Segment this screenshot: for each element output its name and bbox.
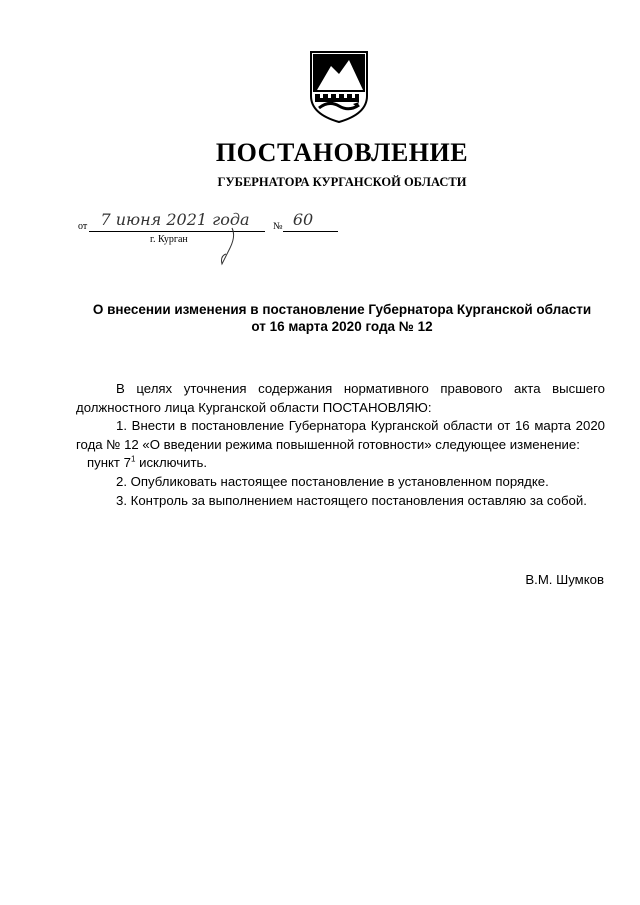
paragraph-item-3: 3. Контроль за выполнением настоящего постановления оставляю за собой. bbox=[116, 492, 587, 508]
heading-line-2: от 16 марта 2020 года № 12 bbox=[251, 319, 433, 334]
handwritten-date: 7 июня 2021 года bbox=[100, 210, 250, 229]
change-text: пункт 7 bbox=[87, 455, 131, 471]
date-prefix: от bbox=[78, 221, 88, 232]
coat-of-arms-icon bbox=[305, 48, 373, 124]
document-heading bbox=[60, 301, 624, 335]
handwritten-stroke bbox=[218, 226, 238, 266]
handwritten-number: 60 bbox=[292, 210, 314, 229]
paragraph-item-1: 1. Внести в постановление Губернатора Курганской области от 16 марта 2020 года № 12 «О введении режима повышенной готовности» следующее изменение: bbox=[76, 418, 605, 452]
city-label: г. Курган bbox=[150, 234, 188, 245]
signature-name: В.М. Шумков bbox=[525, 572, 604, 587]
paragraph-change bbox=[76, 454, 605, 473]
paragraph-preamble: В целях уточнения содержания нормативного правового акта высшего должностного лица Курганской области ПОСТАНОВЛЯЮ: bbox=[76, 381, 605, 415]
number-label: № bbox=[273, 221, 283, 232]
heading-line-1: О внесении изменения в постановление Губернатора Курганской области bbox=[92, 302, 592, 317]
change-text-end: исключить. bbox=[135, 455, 208, 471]
document-body bbox=[76, 380, 605, 510]
date-number-line bbox=[78, 210, 348, 274]
paragraph-item-2: 2. Опубликовать настоящее постановление в установленном порядке. bbox=[116, 473, 549, 489]
date-underline bbox=[89, 231, 265, 232]
document-subtitle: ГУБЕРНАТОРА КУРГАНСКОЙ ОБЛАСТИ bbox=[217, 175, 467, 189]
document-title: ПОСТАНОВЛЕНИЕ bbox=[215, 138, 469, 167]
change-superscript: 1 bbox=[130, 454, 136, 464]
number-underline bbox=[283, 231, 338, 232]
